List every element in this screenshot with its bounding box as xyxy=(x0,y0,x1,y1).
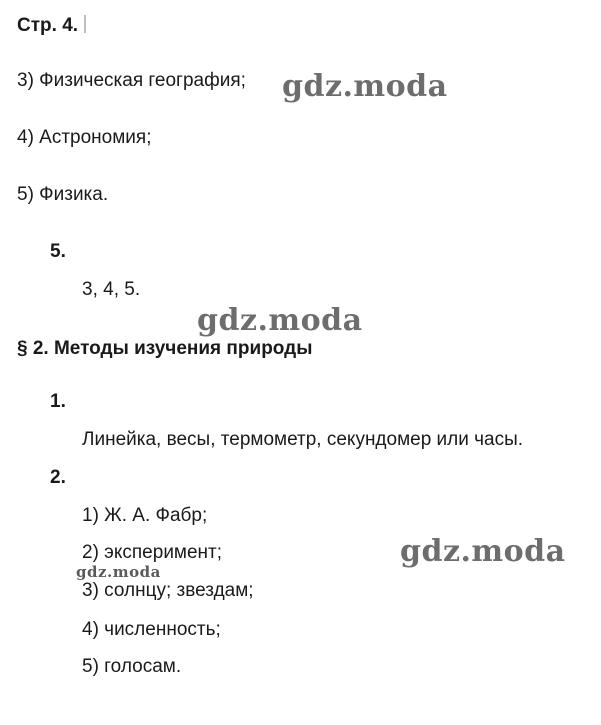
list-item: 4) численность; xyxy=(82,619,221,640)
text-cursor-mark xyxy=(84,15,86,33)
watermark-small: gdz.moda xyxy=(76,563,161,581)
list-item: 1) Ж. А. Фабр; xyxy=(82,505,208,526)
task-number: 1. xyxy=(50,391,66,412)
list-item: 3) солнцу; звездам; xyxy=(82,580,254,601)
list-item: 5) голосам. xyxy=(82,656,182,677)
task-answer: 3, 4, 5. xyxy=(82,279,141,300)
watermark: gdz.moda xyxy=(282,69,448,104)
list-item: 5) Физика. xyxy=(17,184,109,205)
list-item: 4) Астрономия; xyxy=(17,127,152,148)
watermark: gdz.moda xyxy=(400,534,566,569)
section-title: § 2. Методы изучения природы xyxy=(17,338,313,359)
list-item: 3) Физическая география; xyxy=(17,70,246,91)
page-header-text: Стр. 4. xyxy=(17,15,79,36)
task-answer: Линейка, весы, термометр, секундомер или часы. xyxy=(82,429,524,450)
task-number: 2. xyxy=(50,467,66,488)
page-header xyxy=(17,14,86,38)
list-item: 2) эксперимент; xyxy=(82,542,223,563)
task-number: 5. xyxy=(50,241,66,262)
watermark: gdz.moda xyxy=(197,303,363,338)
